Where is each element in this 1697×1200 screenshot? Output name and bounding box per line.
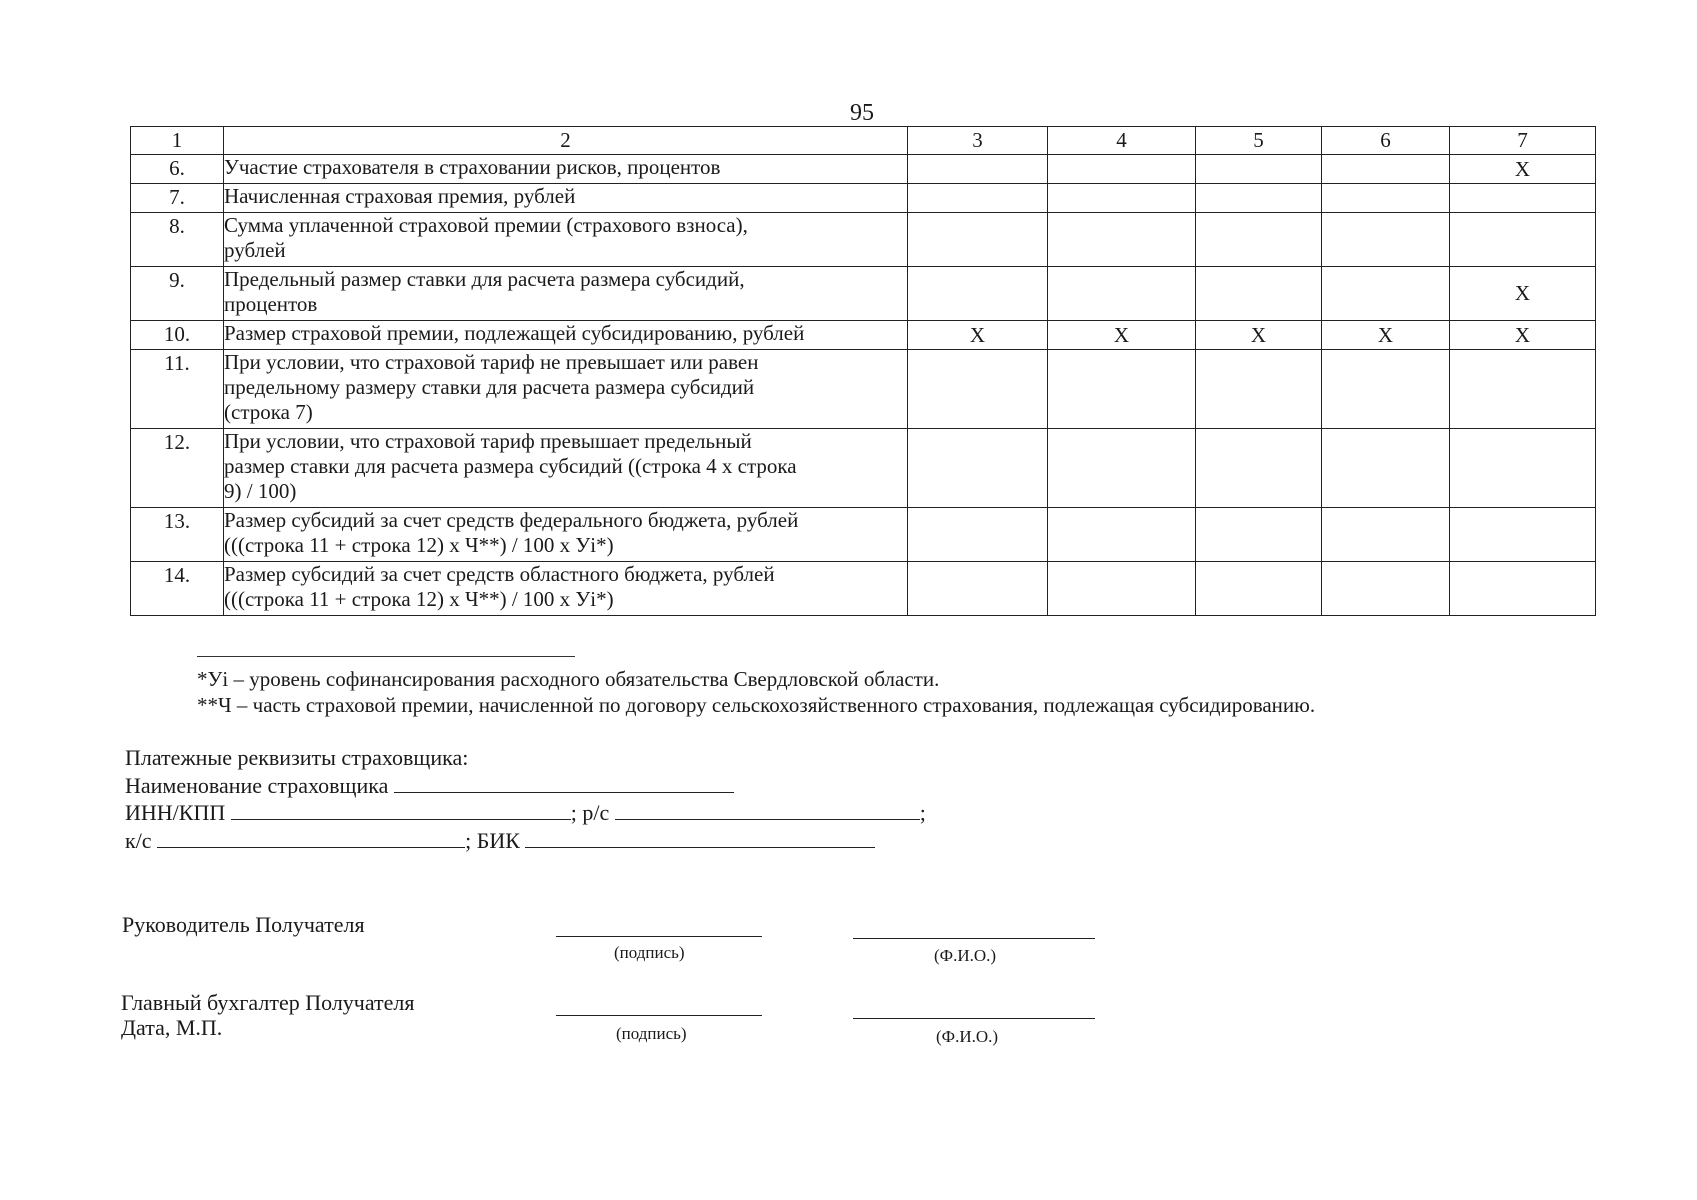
row-number-cell: 7.: [131, 184, 224, 213]
bik-label: ; БИК: [465, 828, 520, 853]
head-name-line[interactable]: [853, 938, 1095, 939]
row-number-cell: 14.: [131, 562, 224, 616]
table-row: [131, 429, 1596, 508]
footnote-ch: **Ч – часть страховой премии, начисленной по договору сельскохозяйственного страхования, подлежащая субсидированию.: [197, 693, 1316, 717]
table-row: [131, 267, 1596, 321]
accountant-signature-caption: (подпись): [616, 1024, 687, 1043]
table-header-cell: 7: [1450, 127, 1596, 155]
rs-label: ; р/с: [570, 800, 610, 825]
table-header-cell: 5: [1196, 127, 1322, 155]
table-header-cell: 6: [1322, 127, 1450, 155]
value-cell-col-7: X: [1450, 267, 1596, 321]
value-cell-col-3: [908, 562, 1048, 616]
head-label: Руководитель Получателя: [122, 912, 365, 937]
row-number-cell: 13.: [131, 508, 224, 562]
table-header-cell: 1: [131, 127, 224, 155]
row-description-line: (((строка 11 + строка 12) х Ч**) / 100 х Уi*): [224, 587, 614, 611]
value-cell-col-7: [1450, 562, 1596, 616]
row-description-line: Участие страхователя в страховании рисков, процентов: [224, 155, 721, 179]
row-number-cell: 11.: [131, 350, 224, 429]
value-cell-col-6: [1322, 350, 1450, 429]
row-description-line: Размер страховой премии, подлежащей субсидированию, рублей: [224, 321, 805, 345]
insurer-name-label: Наименование страховщика: [125, 773, 389, 798]
value-cell-col-5: X: [1196, 321, 1322, 350]
value-cell-col-4: [1048, 562, 1196, 616]
value-cell-col-4: [1048, 350, 1196, 429]
table-header-row: [131, 127, 1596, 155]
row-description-cell: [224, 350, 908, 429]
rs-end: ;: [919, 800, 926, 825]
row-description-line: При условии, что страховой тариф не превышает или равен: [224, 350, 759, 374]
value-cell-col-5: [1196, 350, 1322, 429]
value-cell-col-7: [1450, 213, 1596, 267]
value-cell-col-4: [1048, 267, 1196, 321]
value-cell-col-5: [1196, 213, 1322, 267]
value-cell-col-7: X: [1450, 155, 1596, 184]
ks-field[interactable]: [157, 827, 465, 848]
row-description-cell: [224, 213, 908, 267]
row-number-cell: 6.: [131, 155, 224, 184]
table-row: [131, 184, 1596, 213]
row-description-cell: [224, 508, 908, 562]
value-cell-col-4: [1048, 155, 1196, 184]
value-cell-col-7: [1450, 184, 1596, 213]
value-cell-col-3: [908, 267, 1048, 321]
date-stamp-label: Дата, М.П.: [121, 1015, 223, 1040]
value-cell-col-6: [1322, 562, 1450, 616]
row-description-line: Сумма уплаченной страховой премии (страхового взноса),: [224, 213, 748, 237]
table-header-cell: 4: [1048, 127, 1196, 155]
table-header-cell: 2: [224, 127, 908, 155]
ks-bik-row: [125, 827, 875, 854]
head-name-caption: (Ф.И.О.): [934, 946, 997, 965]
value-cell-col-6: [1322, 508, 1450, 562]
row-number-cell: 8.: [131, 213, 224, 267]
accountant-name-caption: (Ф.И.О.): [936, 1027, 999, 1046]
value-cell-col-6: [1322, 267, 1450, 321]
table-row: [131, 155, 1596, 184]
page-number: 95: [850, 100, 874, 126]
row-description-line: Размер субсидий за счет средств федерального бюджета, рублей: [224, 508, 799, 532]
row-description-line: 9) / 100): [224, 479, 297, 503]
table-row: [131, 508, 1596, 562]
footnote-yi: *Уi – уровень софинансирования расходного обязательства Свердловской области.: [197, 667, 940, 691]
head-signature-caption: (подпись): [614, 943, 685, 962]
value-cell-col-3: [908, 429, 1048, 508]
row-number-cell: 12.: [131, 429, 224, 508]
value-cell-col-5: [1196, 267, 1322, 321]
table-row: [131, 350, 1596, 429]
row-description-line: предельному размеру ставки для расчета размера субсидий: [224, 375, 755, 399]
accountant-label: Главный бухгалтер Получателя: [121, 990, 415, 1015]
rs-field[interactable]: [615, 799, 920, 820]
value-cell-col-3: [908, 184, 1048, 213]
head-signature-line[interactable]: [556, 936, 762, 937]
value-cell-col-4: [1048, 184, 1196, 213]
value-cell-col-7: [1450, 429, 1596, 508]
row-description-line: процентов: [224, 292, 318, 316]
row-description-line: размер ставки для расчета размера субсидий ((строка 4 х строка: [224, 454, 797, 478]
bik-field[interactable]: [525, 827, 875, 848]
row-description-line: (строка 7): [224, 400, 313, 424]
value-cell-col-3: [908, 508, 1048, 562]
value-cell-col-4: [1048, 508, 1196, 562]
value-cell-col-7: X: [1450, 321, 1596, 350]
inn-kpp-field[interactable]: [231, 799, 571, 820]
value-cell-col-6: [1322, 155, 1450, 184]
value-cell-col-3: [908, 350, 1048, 429]
row-description-cell: [224, 321, 908, 350]
inn-kpp-label: ИНН/КПП: [125, 800, 226, 825]
table-row: [131, 213, 1596, 267]
value-cell-col-5: [1196, 562, 1322, 616]
value-cell-col-5: [1196, 184, 1322, 213]
value-cell-col-6: X: [1322, 321, 1450, 350]
requisites-heading: Платежные реквизиты страховщика:: [125, 745, 469, 770]
row-description-cell: [224, 562, 908, 616]
value-cell-col-6: [1322, 184, 1450, 213]
row-description-line: При условии, что страховой тариф превышает предельный: [224, 429, 752, 453]
row-description-line: Предельный размер ставки для расчета размера субсидий,: [224, 267, 745, 291]
inn-rs-row: [125, 799, 926, 826]
value-cell-col-4: X: [1048, 321, 1196, 350]
row-number-cell: 9.: [131, 267, 224, 321]
value-cell-col-6: [1322, 429, 1450, 508]
value-cell-col-5: [1196, 155, 1322, 184]
row-description-line: Размер субсидий за счет средств областного бюджета, рублей: [224, 562, 775, 586]
ks-label: к/с: [125, 828, 152, 853]
row-description-cell: [224, 267, 908, 321]
value-cell-col-5: [1196, 429, 1322, 508]
value-cell-col-5: [1196, 508, 1322, 562]
value-cell-col-4: [1048, 429, 1196, 508]
insurer-name-field[interactable]: [394, 772, 734, 793]
accountant-signature-line[interactable]: [556, 1015, 762, 1016]
table-row: [131, 321, 1596, 350]
value-cell-col-4: [1048, 213, 1196, 267]
value-cell-col-3: [908, 213, 1048, 267]
value-cell-col-7: [1450, 350, 1596, 429]
row-number-cell: 10.: [131, 321, 224, 350]
table-row: [131, 562, 1596, 616]
footnote-divider: [197, 656, 575, 657]
row-description-cell: [224, 155, 908, 184]
value-cell-col-6: [1322, 213, 1450, 267]
subsidy-table: [130, 126, 1596, 616]
value-cell-col-3: X: [908, 321, 1048, 350]
table-header-cell: 3: [908, 127, 1048, 155]
value-cell-col-3: [908, 155, 1048, 184]
row-description-cell: [224, 184, 908, 213]
accountant-name-line[interactable]: [853, 1018, 1095, 1019]
row-description-line: рублей: [224, 238, 286, 262]
row-description-line: Начисленная страховая премия, рублей: [224, 184, 576, 208]
insurer-name-row: [125, 772, 734, 799]
row-description-line: (((строка 11 + строка 12) х Ч**) / 100 х Уi*): [224, 533, 614, 557]
row-description-cell: [224, 429, 908, 508]
value-cell-col-7: [1450, 508, 1596, 562]
